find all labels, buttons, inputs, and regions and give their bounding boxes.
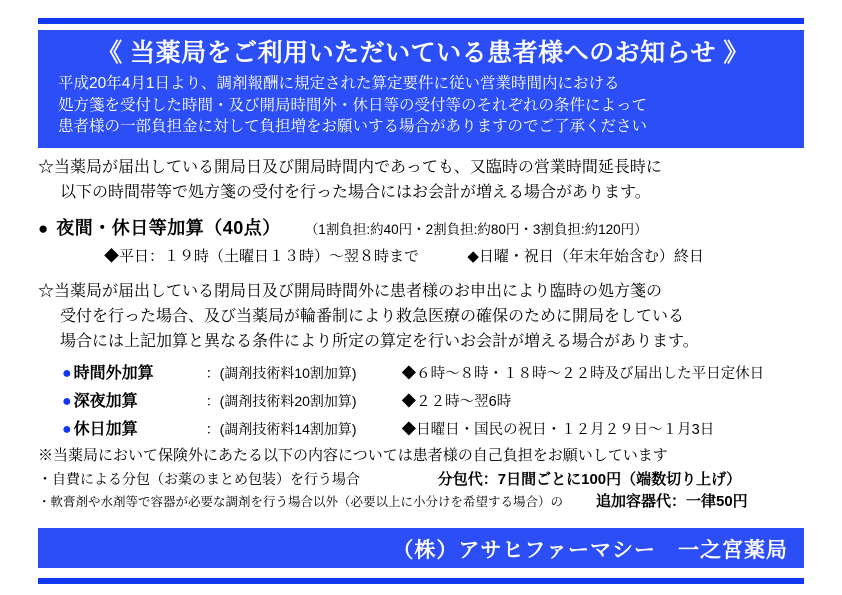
- spacer-2: [38, 270, 818, 279]
- night-holiday-surcharge-title: 夜間・休日等加算（40点）: [56, 218, 281, 238]
- list-item: [38, 416, 818, 444]
- detail-weekday: ◆平日：１９時（土曜日１３時）〜翌８時まで: [104, 248, 420, 265]
- bottom-rule: [38, 578, 804, 584]
- surcharge-time: ◆日曜日・国民の祝日・１２月２９日〜１月3日: [401, 422, 715, 438]
- header-line-1: 平成20年4月1日より、調剤報酬に規定された算定要件に従い営業時間内における: [58, 75, 620, 92]
- list-item: [38, 388, 818, 416]
- surcharge-time: ◆２２時〜翌6時: [401, 394, 512, 410]
- surcharge-time: ◆６時〜８時・１８時〜２２時及び届出した平日定休日: [401, 366, 765, 382]
- company-name: （株）アサヒファーマシー 一之宮薬局: [392, 539, 788, 562]
- section1-line-2: 以下の時間帯等で処方箋の受付を行った場合にはお会計が増える場合があります。: [60, 184, 651, 201]
- top-rule: [38, 18, 804, 24]
- surcharge-rate: ：(調剤技術料10割加算): [205, 365, 357, 381]
- night-holiday-surcharge-heading: [38, 214, 818, 244]
- surcharge-rate: ：(調剤技術料14割加算): [205, 421, 357, 437]
- header-line-3: 患者様の一部負担金に対して負担増をお願いする場合がありますのでご了承ください: [58, 118, 648, 135]
- packaging-fee-amount: 分包代：7日間ごとに100円（端数切り上げ）: [437, 471, 742, 488]
- header-description: [52, 73, 794, 138]
- packaging-fee-line: [38, 468, 818, 491]
- container-fee-amount: 追加容器代：一律50円: [595, 493, 748, 510]
- section1-line-1: ☆当薬局が届出している開局日及び開局時間内であっても、又臨時の営業時間延長時に: [38, 159, 662, 176]
- detail-holiday: ◆日曜・祝日（年末年始含む）終日: [467, 248, 704, 265]
- bullet-circle-icon: ●: [62, 393, 72, 410]
- bullet-circle-icon: ●: [62, 421, 72, 438]
- section2-line-3: 場合には上記加算と異なる条件により所定の算定を行いお会計が増える場合があります。: [60, 333, 699, 350]
- bullet-circle-icon: ●: [62, 365, 72, 382]
- night-holiday-surcharge-note: （1割負担:約40円・2割負担:約80円・3割負担:約120円）: [304, 222, 648, 237]
- section2-line-2: 受付を行った場合、及び当薬局が輪番制により救急医療の確保のために開局をしている: [60, 308, 685, 325]
- surcharge-name: 時間外加算: [73, 365, 154, 382]
- page-title: 《 当薬局をご利用いただいている患者様へのお知らせ 》: [97, 39, 749, 67]
- filled-circle-icon: ●: [38, 219, 49, 238]
- notice-body: [38, 155, 818, 513]
- night-holiday-surcharge-detail: [38, 244, 818, 270]
- header-banner: [38, 30, 804, 148]
- packaging-fee-label: ・自費による分包（お薬のまとめ包装）を行う場合: [38, 471, 360, 487]
- container-fee-label: ・軟膏剤や水剤等で容器が必要な調剤を行う場合以外（必要以上に小分けを希望する場合）の: [38, 495, 564, 509]
- container-fee-line: [38, 491, 818, 513]
- surcharge-list: [38, 360, 818, 444]
- out-of-insurance-note: ※当薬局において保険外にあたる以下の内容については患者様の自己負担をお願いしています: [38, 447, 668, 464]
- surcharge-name: 休日加算: [73, 421, 138, 438]
- footer-banner: [38, 528, 804, 568]
- section2-line-1: ☆当薬局が届出している閉局日及び開局時間外に患者様のお申出により臨時の処方箋の: [38, 283, 663, 300]
- surcharge-name: 深夜加算: [73, 393, 138, 410]
- surcharge-rate: ：(調剤技術料20割加算): [205, 393, 357, 409]
- spacer: [38, 205, 818, 214]
- header-line-2: 処方箋を受付した時間・及び開局時間外・休日等の受付等のそれぞれの条件によって: [58, 96, 648, 114]
- list-item: [38, 360, 818, 388]
